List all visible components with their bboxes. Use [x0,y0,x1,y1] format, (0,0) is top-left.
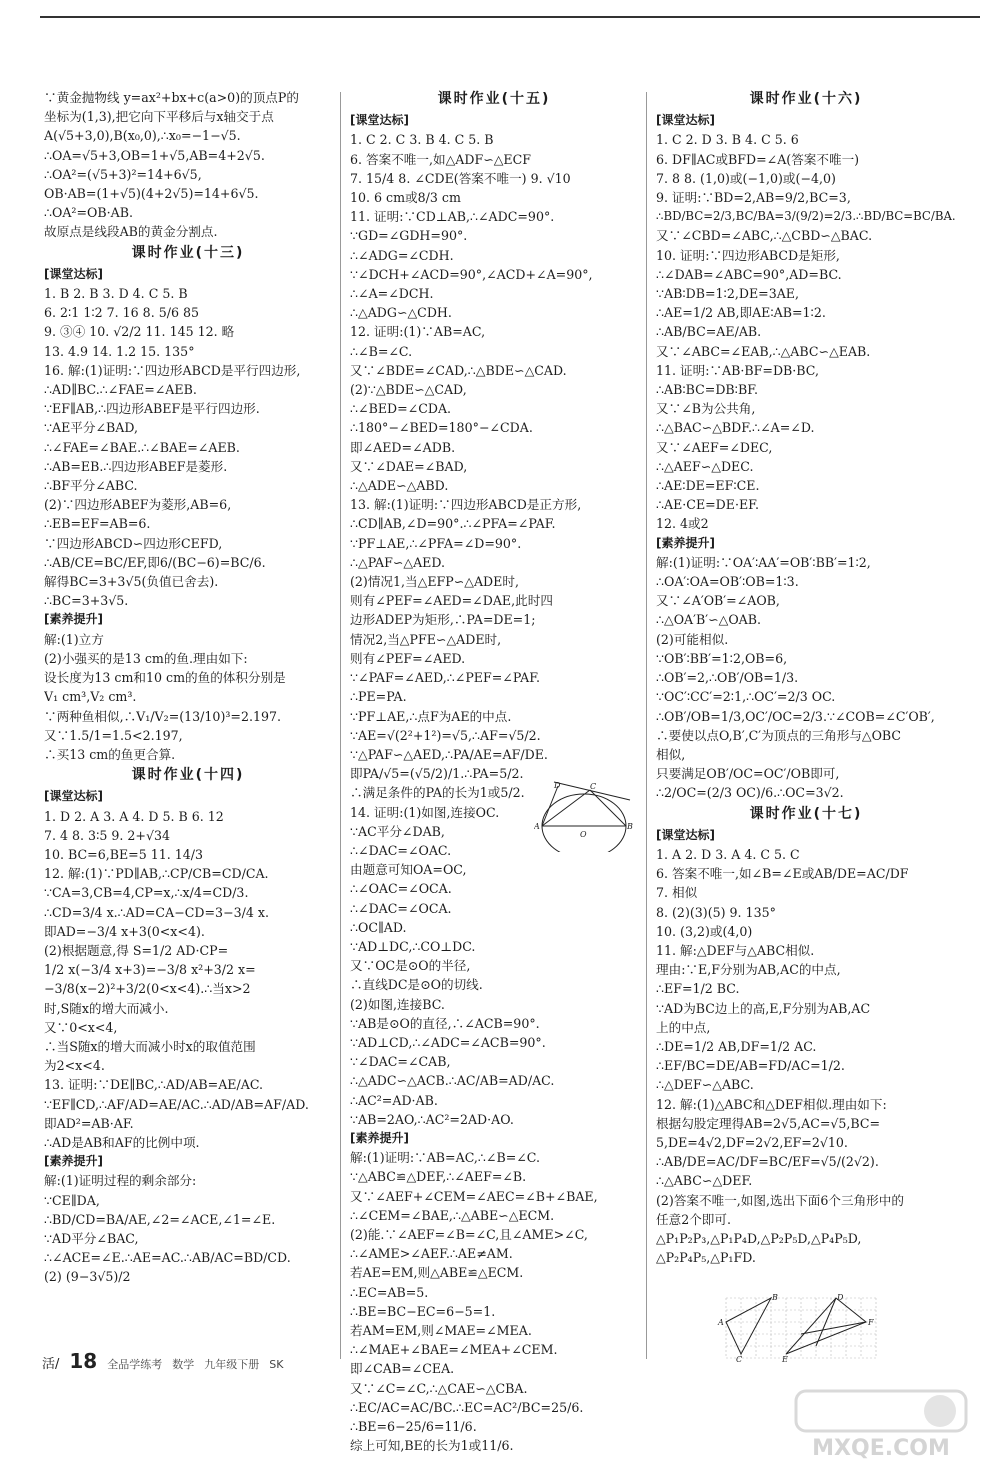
answer-line: 任意2个即可. [656,1211,731,1227]
answer-line: ∴∠DAC=∠OAC. [350,842,452,858]
column-divider [340,92,341,1359]
section-title: 课时作业(十三) [131,244,245,261]
answer-line: 1. C 2. C 3. B 4. C 5. B [350,132,494,148]
answer-line: 由题意可知OA=OC, [350,862,467,878]
figure-label: B [772,1293,778,1302]
answer-line: ∴OA′∶OA=OB′∶OB=1∶3. [656,574,799,590]
answer-line: ∵CE∥DA, [44,1192,100,1208]
answer-line: 16. 解:(1)证明:∵四边形ABCD是平行四边形, [44,362,301,378]
answer-line: ∴AB∶BC=DB∶BF. [656,382,758,398]
answer-line: 14. 证明:(1)如图,连接OC. [350,804,500,820]
answer-line: ∴180°−∠BED=180°−∠CDA. [350,420,533,436]
answer-line: ∴DE=1/2 AB,DF=1/2 AC. [656,1038,817,1054]
answer-line: (2)小强买的是13 cm的鱼.理由如下: [44,650,248,666]
answer-line: ∵CA=3,CB=4,CP=x,∴x/4=CD/3. [44,885,249,901]
answer-line: 上的中点, [656,1019,711,1035]
answer-line: ∵GD=∠GDH=90°. [350,228,468,244]
answer-line: 8. (2)(3)(5) 9. 135° [656,904,776,920]
answer-line: 即AD=−3/4 x+3(0<x<4). [44,923,205,939]
answer-line: 若AM=EM,则∠MAE=∠MEA. [350,1323,532,1338]
answer-line: 1/2 x(−3/4 x+3)=−3/8 x²+3/2 x= [44,962,256,978]
answer-line: ∴BD/CD=BA/AE,∠2=∠ACE,∠1=∠E. [44,1211,276,1227]
top-rule [40,16,980,18]
answer-line: 又∵∠BDE=∠CAD,∴△BDE∽△CAD. [350,362,567,378]
answer-line: ∴△ADG∽△CDH. [350,305,452,321]
answer-line: ∴△OA′B′∽△OAB. [656,612,762,628]
answer-line: ∴△AEF∽△DEC. [656,458,754,474]
answer-line: 13. 解:(1)证明:∵四边形ABCD是正方形, [350,497,582,513]
answer-line: ∴AD∥BC.∴∠FAE=∠AEB. [44,382,197,398]
answer-line: ∵△ABC≌△DEF,∴∠AEF=∠B. [350,1169,527,1185]
answer-line: ∵黄金抛物线 y=ax²+bx+c(a>0)的顶点P的 [44,90,299,105]
answer-line: ∴CD∥AB,∠D=90°.∴∠PFA=∠PAF. [350,516,556,532]
answer-line: (2)∵四边形ABEF为菱形,AB=6, [44,497,232,513]
answer-line: ∵OC′∶CC′=2∶1,∴OC′=2/3 OC. [656,689,836,705]
subsection-label: [素养提升] [44,612,103,627]
answer-line: 综上可知,BE的长为1或11/6. [350,1438,514,1454]
answer-line: V₁ cm³,V₂ cm³. [44,689,137,705]
answer-line: 即∠AED=∠ADB. [350,439,456,455]
answer-line: ∵AC平分∠DAB, [350,823,445,839]
answer-line: ∴△ADE∽△ABD. [350,478,449,494]
answer-line: 6. 答案不唯一,如△ADF∽△ECF [350,151,532,167]
answer-line: 只要满足OB′/OC=OC′/OB即可, [656,766,840,782]
answer-line: ∴∠FAE=∠BAE.∴∠BAE=∠AEB. [44,439,240,455]
answer-line: ∴CD=3/4 x.∴AD=CA−CD=3−3/4 x. [44,904,269,920]
answer-line: (2)情况1,当△EFP∽△ADE时, [350,574,519,590]
answer-line: 坐标为(1,3),把它向下平移后与x轴交于点 [44,109,274,125]
answer-line: ∴∠ACE=∠E.∴AE=AC.∴AB/AC=BD/CD. [44,1250,291,1266]
answer-line: ∵∠DAC=∠CAB, [350,1054,451,1070]
answer-line: 设长度为13 cm和10 cm的鱼的体积分别是 [44,670,286,686]
figure-label: D [837,1293,844,1302]
subsection-label: [素养提升] [44,1154,103,1169]
answer-line: ∴EF=1/2 BC. [656,981,740,997]
answer-line: ∴EC=AB=5. [350,1284,429,1300]
answer-line: (2)答案不唯一,如图,选出下面6个三角形中的 [656,1192,904,1208]
answer-line: (2)可能相似. [656,631,729,647]
answer-line: 又∵∠C=∠C,∴△CAE∽△CBA. [350,1380,528,1396]
answer-line: ∴∠A=∠DCH. [350,286,434,302]
answer-line: ∴AB/CE=BC/EF,即6/(BC−6)=BC/6. [44,554,266,570]
grid-triangles-figure [716,1292,886,1362]
answer-line: ∵AE=√(2²+1²)=√5,∴AF=√5/2. [350,727,541,743]
answer-line: 6. DF∥AC或BFD=∠A(答案不唯一) [656,151,860,167]
answer-line: (2)∵△BDE∽△CAD, [350,382,467,398]
answer-line: 情况2,当△PFE∽△ADE时, [350,631,502,647]
answer-line: 1. A 2. D 3. A 4. C 5. C [656,846,800,862]
answer-line: 又∵∠ABC=∠EAB,∴△ABC∽△EAB. [656,343,871,359]
column-middle [350,88,638,1455]
answer-line: ∴△ADC∽△ACB.∴AC/AB=AD/AC. [350,1073,555,1089]
answer-line: ∵两种鱼相似,∴V₁/V₂=(13/10)³=2.197. [44,708,282,724]
answer-line: 解:(1)证明过程的剩余部分: [44,1173,197,1189]
answer-line: ∴∠DAB=∠ABC=90°,AD=BC. [656,266,842,282]
answer-line: (2)能.∵∠AEF=∠B=∠C,且∠AME>∠C, [350,1226,588,1242]
figure-label: D [554,781,561,790]
answer-line: 相似, [656,746,686,762]
answer-line: ∴OA²=(√5+3)²=14+6√5, [44,166,202,182]
answer-line: ∴买13 cm的鱼更合算. [44,746,176,762]
answer-line: 12. 解:(1)∵PD∥AB,∴CP/CB=CD/CA. [44,866,269,882]
figure-label: A [534,822,540,831]
answer-line: ∴∠B=∠C. [350,343,413,359]
answer-line: ∴AE∶DE=EF∶CE. [656,478,760,494]
answer-line: 又∵1.5/1=1.5<2.197, [44,727,183,743]
answer-line: 理由:∵E,F分别为AB,AC的中点, [656,962,841,978]
answer-line: 解:(1)证明:∵OA′∶AA′=OB′∶BB′=1∶2, [656,554,871,570]
answer-line: ∴BE=6−25/6=11/6. [350,1419,477,1435]
figure-label: F [868,1318,874,1327]
answer-line: (2)如图,连接BC. [350,996,445,1012]
figure-label: C [736,1355,743,1362]
subsection-label: [课堂达标] [350,113,409,128]
answer-line: ∴△DEF∽△ABC. [656,1077,754,1093]
column-right [656,88,956,1267]
answer-line: ∵AD为BC边上的高,E,F分别为AB,AC [656,1000,871,1016]
answer-line: 13. 4.9 14. 1.2 15. 135° [44,343,195,359]
answer-line: ∴△ABC∽△DEF. [656,1173,753,1189]
answer-line: 为2<x<4. [44,1058,105,1074]
answer-line: ∵∠PAF=∠AED,∴∠PEF=∠PAF. [350,670,541,686]
answer-line: ∵AE平分∠BAD, [44,420,139,436]
subsection-label: [素养提升] [656,535,715,550]
answer-line: 12. 4或2 [656,516,709,532]
answer-line: ∴EF/BC=DE/AB=FD/AC=1/2. [656,1058,845,1074]
answer-line: ∴OB′=2,∴OB′/OB=1/3. [656,670,799,686]
footer-prefix: 活/ [42,1357,60,1372]
answer-line: ∵AB是⊙O的直径,∴∠ACB=90°. [350,1015,540,1031]
answer-line: 12. 解:(1)△ABC和△DEF相似.理由如下: [656,1096,887,1112]
answer-line: ∵PF⊥AE,∴点F为AE的中点. [350,708,512,724]
section-title: 课时作业(十六) [749,91,863,107]
circle-tangent-figure [534,780,634,852]
answer-line: ∴满足条件的PA的长为1或5/2. [350,785,525,801]
answer-line: ∴OC∥AD. [350,919,407,935]
answer-line: 即AD²=AB·AF. [44,1115,134,1131]
edition: SK [269,1358,284,1371]
answer-line: ∴EC/AC=AC/BC.∴EC=AC²/BC=25/6. [350,1399,584,1415]
answer-line: ∵OB′∶BB′=1∶2,OB=6, [656,650,788,666]
page-number: 18 [69,1349,98,1373]
figure-label: O [580,830,587,839]
answer-line: 5,DE=4√2,DF=2√2,EF=2√10. [656,1134,848,1150]
figure-label: C [590,782,597,791]
figure-label: E [782,1355,788,1362]
figure-label: A [718,1318,724,1327]
answer-line: ∴AB=EB.∴四边形ABEF是菱形. [44,458,228,474]
answer-line: 根据勾股定理得AB=2√5,AC=√5,BC= [656,1115,881,1131]
answer-line: 则有∠PEF=∠AED. [350,650,466,666]
answer-line: ∴BC=3+3√5. [44,593,129,609]
answer-line: △P₁P₂P₃,△P₁P₄D,△P₂P₅D,△P₄P₅D, [656,1230,862,1246]
answer-line: ∵PF⊥AE,∴∠PFA=∠D=90°. [350,535,522,551]
answer-line: −3/8(x−2)²+3/2(0<x<4).∴当x>2 [44,981,251,997]
answer-line: 7. 4 8. 3∶5 9. 2+√34 [44,827,170,843]
answer-line: ∵AB∶DB=1∶2,DE=3AE, [656,286,799,302]
answer-line: 9. ③④ 10. √2/2 11. 145 12. 略 [44,324,235,340]
answer-line: ∴直线DC是⊙O的切线. [350,977,483,993]
answer-line: ∴要使以点O,B′,C′为顶点的三角形与△OBC [656,727,902,743]
answer-line: ∴BE=BC−EC=6−5=1. [350,1303,496,1319]
answer-line: 解:(1)立方 [44,631,104,647]
answer-line: ∴∠AME>∠AEF.∴AE≠AM. [350,1246,513,1262]
answer-line: ∴OA=√5+3,OB=1+√5,AB=4+2√5. [44,147,265,163]
answer-line: ∴当S随x的增大而减小时x的取值范围 [44,1038,256,1054]
answer-line: ∴OB′/OB=1/3,OC′/OC=2/3.∵∠COB=∠C′OB′, [656,708,935,724]
answer-line: 时,S随x的增大而减小. [44,1000,169,1016]
grade: 九年级下册 [204,1358,260,1371]
answer-line: ∴BF平分∠ABC. [44,478,138,494]
subsection-label: [素养提升] [350,1130,409,1145]
answer-line: ∴2/OC=(2/3 OC)/6.∴OC=3√2. [656,785,844,801]
answer-line: 又∵∠DAE=∠BAD, [350,458,468,474]
answer-line: 又∵0<x<4, [44,1019,118,1035]
answer-line: 1. C 2. D 3. B 4. C 5. 6 [656,132,799,148]
page-footer [42,1349,283,1373]
answer-line: 11. 解:△DEF与△ABC相似. [656,942,815,958]
answer-line: ∴EB=EF=AB=6. [44,516,151,532]
answer-line: 9. 证明:∵BD=2,AB=9/2,BC=3, [656,190,851,206]
answer-line: ∵AB=2AO,∴AC²=2AD·AO. [350,1111,514,1127]
answer-line: ∵四边形ABCD∽四边形CEFD, [44,535,223,551]
watermark-logo [776,1383,986,1463]
answer-line: 10. (3,2)或(4,0) [656,923,753,939]
answer-line: 10. 6 cm或8/3 cm [350,190,461,206]
answer-line: ∴AB/DE=AC/DF=BC/EF=√5/(2√2). [656,1154,879,1170]
answer-line: 即∠CAB=∠CEA. [350,1361,455,1377]
answer-line: 1. B 2. B 3. D 4. C 5. B [44,286,188,302]
subsection-label: [课堂达标] [44,266,103,281]
answer-line: 又∵∠AEF=∠DEC, [656,439,773,455]
answer-line: A(√5+3,0),B(x₀,0),∴x₀=−1−√5. [44,128,241,144]
answer-line: 解:(1)证明:∵AB=AC,∴∠B=∠C. [350,1150,541,1166]
answer-line: ∴∠CEM=∠BAE,∴△ABE∽△ECM. [350,1207,555,1223]
answer-line: 7. 15/4 8. ∠CDE(答案不唯一) 9. √10 [350,170,571,186]
answer-line: ∴AD是AB和AF的比例中项. [44,1134,200,1150]
answer-line: 1. D 2. A 3. A 4. D 5. B 6. 12 [44,808,224,824]
answer-line: 则有∠PEF=∠AED=∠DAE,此时四 [350,593,553,609]
answer-line: ∴OA²=OB·AB. [44,205,133,221]
answer-line: 又∵∠B为公共角, [656,401,756,417]
answer-line: ∴∠ADG=∠CDH. [350,247,454,263]
section-title: 课时作业(十五) [437,91,551,107]
answer-line: ∴∠DAC=∠OCA. [350,900,452,916]
answer-line: 若AE=EM,则△ABE≌△ECM. [350,1265,524,1281]
answer-line: 边形ADEP为矩形,∴PA=DE=1; [350,612,536,628]
answer-line: ∴AB/BC=AE/AB. [656,324,762,340]
answer-line: ∴AE=1/2 AB,即AE∶AB=1∶2. [656,305,826,321]
column-left [44,88,332,1287]
answer-line: 又∵∠CBD=∠ABC,∴△CBD∽△BAC. [656,228,873,244]
answer-line: 12. 证明:(1)∵AB=AC, [350,324,486,340]
answer-line: ∵EF∥AB,∴四边形ABEF是平行四边形. [44,401,260,417]
answer-line: 13. 证明:∵DE∥BC,∴AD/AB=AE/AC. [44,1077,264,1093]
answer-line: ∵△PAF∽△AED,∴PA/AE=AF/DE. [350,746,548,762]
answer-line: ∵AD⊥DC,∴CO⊥DC. [350,938,476,954]
answer-line: 即PA/√5=(√5/2)/1.∴PA=5/2. [350,766,524,782]
subject: 数学 [172,1358,195,1371]
subsection-label: [课堂达标] [656,827,715,842]
answer-line: ∴BD/BC=2/3,BC/BA=3/(9/2)=2/3.∴BD/BC=BC/BA. [656,209,956,224]
answer-line: 6. 答案不唯一,如∠B=∠E或AB/DE=AC/DF [656,866,909,882]
answer-line: ∴∠OAC=∠OCA. [350,881,452,897]
section-title: 课时作业(十四) [131,767,245,784]
answer-line: (2) (9−3√5)/2 [44,1269,131,1285]
answer-line: 又∵∠A′OB′=∠AOB, [656,593,780,609]
figure-label: B [627,822,633,831]
answer-line: 11. 证明:∵CD⊥AB,∴∠ADC=90°. [350,209,555,225]
answer-line: 又∵OC是⊙O的半径, [350,958,471,974]
answer-line: ∴AE·CE=DE·EF. [656,497,759,513]
answer-line: ∵AD平分∠BAC, [44,1230,139,1246]
answer-line: ∴△BAC∽△BDF.∴∠A=∠D. [656,420,815,436]
subsection-label: [课堂达标] [44,789,103,804]
answer-line: (2)根据题意,得 S=1/2 AD·CP= [44,942,229,958]
book-title: 全品学练考 [107,1358,163,1371]
answer-line: OB·AB=(1+√5)(4+2√5)=14+6√5. [44,186,259,202]
answer-line: 10. BC=6,BE=5 11. 14/3 [44,846,204,862]
answer-line: ∴PE=PA. [350,689,407,705]
answer-line: 7. 相似 [656,885,698,901]
watermark-text: MXQE.COM [812,1436,950,1461]
answer-line: 10. 证明:∵四边形ABCD是矩形, [656,247,840,263]
column-divider [646,92,647,1359]
answer-line: 又∵∠AEF+∠CEM=∠AEC=∠B+∠BAE, [350,1188,598,1204]
answer-line: 故原点是线段AB的黄金分割点. [44,224,218,240]
answer-line: ∴∠BED=∠CDA. [350,401,452,417]
answer-line: 6. 2∶1 1∶2 7. 16 8. 5/6 85 [44,305,199,321]
answer-line: 7. 8 8. (1,0)或(−1,0)或(−4,0) [656,170,836,186]
answer-line: 11. 证明:∵AB·BF=DB·BC, [656,362,819,378]
answer-line: ∴∠MAE+∠BAE=∠MEA+∠CEM. [350,1342,558,1358]
answer-line: 解得BC=3+3√5(负值已舍去). [44,574,219,590]
answer-line: ∴△PAF∽△AED. [350,554,446,570]
answer-line: ∴AC²=AD·AB. [350,1092,438,1108]
answer-line: ∵∠DCH+∠ACD=90°,∠ACD+∠A=90°, [350,266,593,282]
subsection-label: [课堂达标] [656,113,715,128]
answer-line: ∵AD⊥CD,∴∠ADC=∠ACB=90°. [350,1034,546,1050]
answer-line: △P₂P₄P₅,△P₁FD. [656,1250,756,1266]
section-title: 课时作业(十七) [749,805,863,822]
answer-line: ∵EF∥CD,∴AF/AD=AE/AC.∴AD/AB=AF/AD. [44,1096,309,1112]
